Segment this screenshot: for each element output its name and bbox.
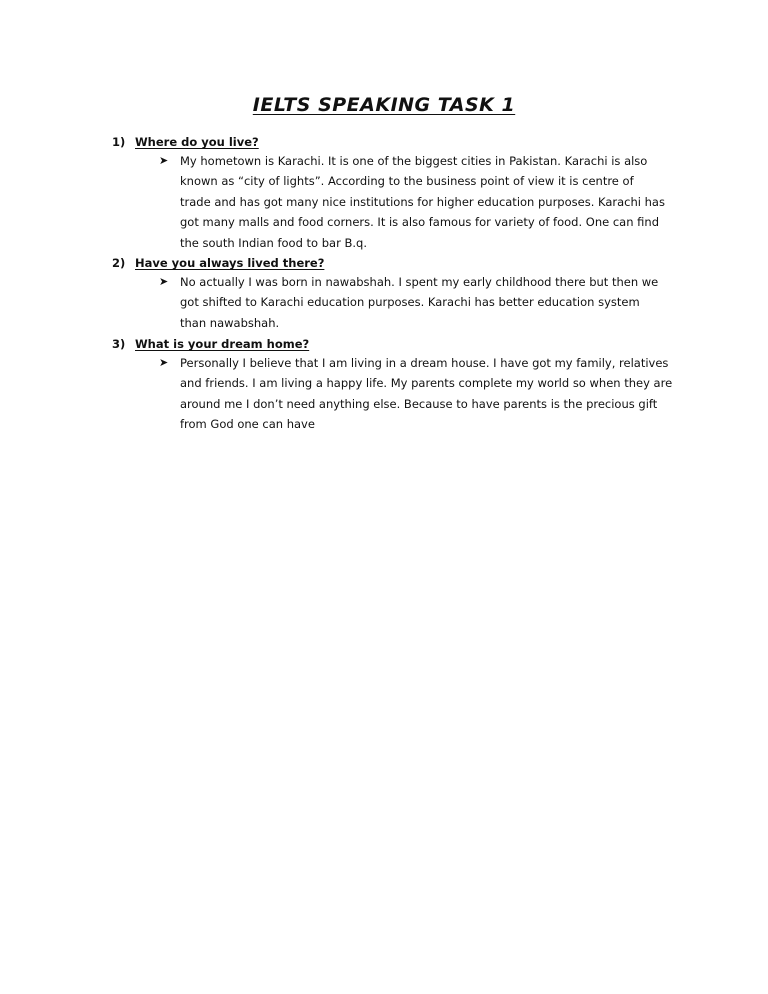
arrow-bullet-icon: ➤ bbox=[159, 154, 169, 167]
answer-line: from God one can have bbox=[180, 417, 315, 432]
answer-lines bbox=[180, 151, 665, 253]
answer-line: got many malls and food corners. It is also famous for variety of food. One can find bbox=[180, 215, 660, 230]
question-text: Have you always lived there? bbox=[135, 256, 325, 270]
answer-line: and friends. I am living a happy life. My parents complete my world so when they are bbox=[180, 376, 673, 391]
question-number: 1) bbox=[112, 135, 126, 149]
answer-1 bbox=[159, 151, 665, 253]
answer-line: My hometown is Karachi. It is one of the biggest cities in Pakistan. Karachi is also bbox=[180, 154, 648, 168]
page-title-text: IELTS SPEAKING TASK 1 bbox=[252, 94, 516, 116]
question-number: 3) bbox=[112, 337, 126, 351]
answer-line: got shifted to Karachi education purposes. Karachi has better education system bbox=[180, 295, 640, 310]
answer-line: Personally I believe that I am living in a dream house. I have got my family, relatives bbox=[180, 356, 669, 370]
page-title bbox=[0, 94, 768, 116]
answer-line: than nawabshah. bbox=[180, 315, 280, 330]
answer-lines bbox=[180, 353, 673, 435]
answer-line: known as “city of lights”. According to the business point of view it is centre of bbox=[180, 174, 634, 189]
answer-line: No actually I was born in nawabshah. I spent my early childhood there but then we bbox=[180, 275, 659, 289]
arrow-bullet-icon: ➤ bbox=[159, 275, 169, 288]
question-1 bbox=[112, 132, 259, 152]
arrow-bullet-icon: ➤ bbox=[159, 356, 169, 369]
question-text: Where do you live? bbox=[135, 135, 259, 149]
question-number: 2) bbox=[112, 256, 126, 270]
question-3 bbox=[112, 334, 309, 354]
answer-line: the south Indian food to bar B.q. bbox=[180, 235, 367, 250]
answer-lines bbox=[180, 272, 659, 333]
answer-line: trade and has got many nice institutions for higher education purposes. Karachi has bbox=[180, 194, 665, 209]
question-text: What is your dream home? bbox=[135, 337, 310, 351]
answer-line: around me I don’t need anything else. Because to have parents is the precious gift bbox=[180, 396, 658, 411]
answer-2 bbox=[159, 272, 659, 333]
question-2 bbox=[112, 253, 324, 273]
answer-3 bbox=[159, 353, 673, 435]
